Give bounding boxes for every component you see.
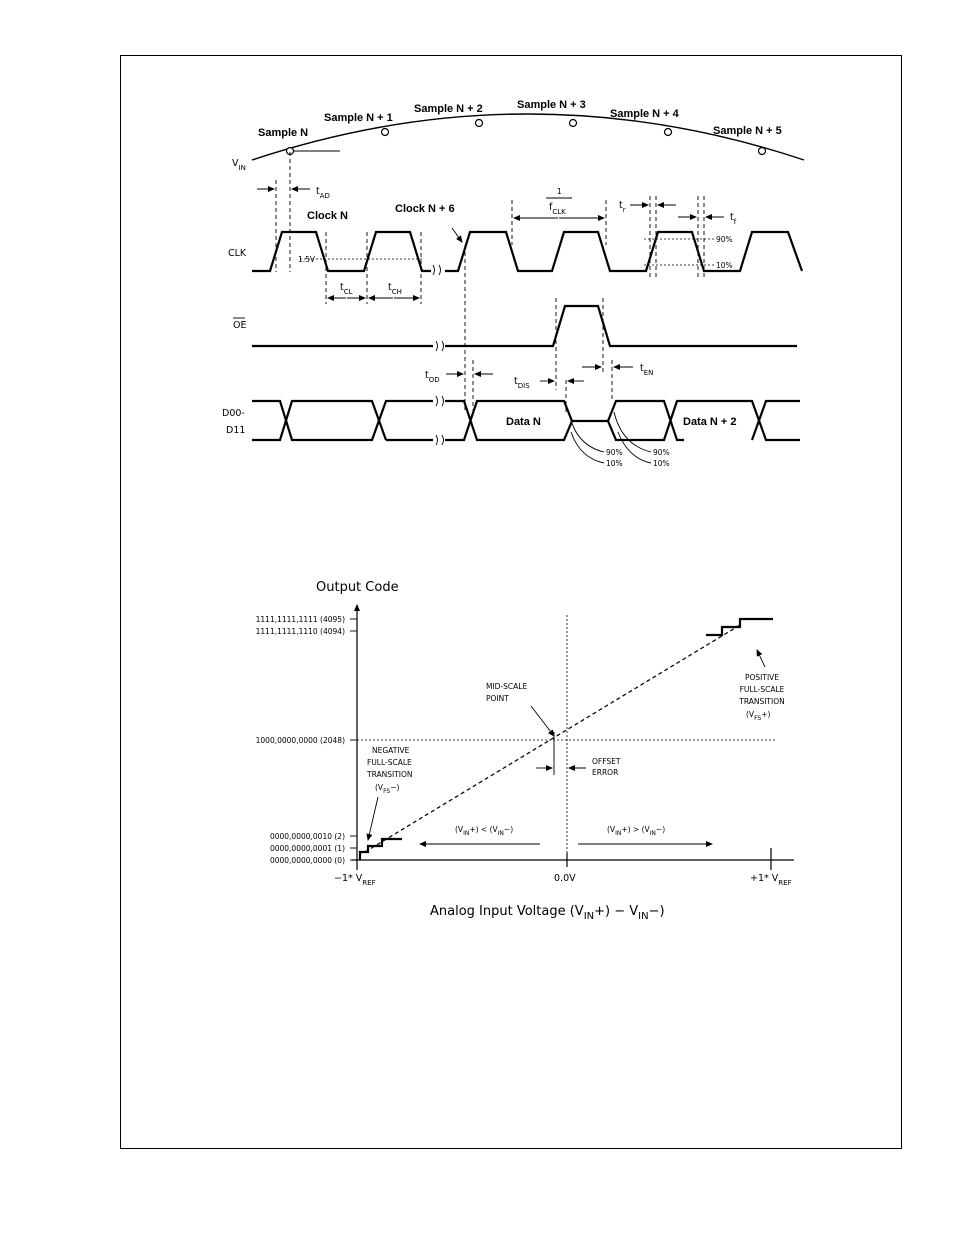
pct90-label: 90% (606, 448, 623, 457)
data-n2-label: Data N + 2 (683, 416, 737, 428)
code-label: 0000,0000,0000 (0) (269, 856, 345, 865)
period-numerator: 1 (557, 187, 562, 196)
callout-line (571, 432, 604, 463)
clock-n6-pointer (452, 228, 462, 242)
sample-point (476, 120, 483, 127)
oe-waveform (445, 306, 797, 346)
y-ticks (350, 619, 357, 860)
region-left-label: $(V_{IN}+) < (V_{IN}-)$ (455, 825, 514, 837)
region-right-label: $(V_{IN}+) > (V_{IN}-)$ (607, 825, 666, 837)
t-ch-label: $t_{CH}$ (388, 282, 402, 296)
mid-scale-label: MID-SCALE (486, 682, 528, 691)
sample-label: Sample N + 4 (610, 108, 679, 120)
pct90-label: 90% (716, 235, 733, 244)
transfer-line (365, 625, 740, 852)
clk-waveform (445, 232, 802, 271)
mid-scale-label: POINT (486, 694, 509, 703)
code-label: 1111,1111,1110 (4094) (255, 627, 345, 636)
clk-waveform (252, 232, 431, 271)
t-r-label: $t_r$ (619, 200, 626, 214)
x-mid-label: 0.0V (554, 873, 576, 884)
sample-label: Sample N + 1 (324, 112, 393, 124)
positive-label: TRANSITION (739, 697, 785, 706)
pct10-label: 10% (606, 459, 623, 468)
positive-label: FULL-SCALE (739, 685, 785, 694)
code-label: 0000,0000,0010 (2) (269, 832, 345, 841)
callout-line (614, 412, 651, 452)
negative-v-label: $(V_{FS}-)$ (375, 783, 400, 795)
y-axis-title: Output Code (316, 580, 399, 595)
timing-diagram (222, 99, 804, 468)
t-cl-label: $t_{CL}$ (340, 282, 353, 296)
sample-label: Sample N + 3 (517, 99, 586, 111)
t-dis-label: $t_{DIS}$ (514, 376, 530, 390)
mid-scale-arrow (531, 706, 554, 736)
negative-label: NEGATIVE (372, 746, 410, 755)
sample-point (759, 148, 766, 155)
x-left-label: −1* $V_{REF}$ (334, 873, 376, 887)
data-n-label: Data N (506, 416, 541, 428)
callout-line (569, 412, 604, 452)
code-label: 1111,1111,1111 (4095) (255, 615, 345, 624)
vin-label: $V_{IN}$ (232, 158, 246, 172)
positive-label: POSITIVE (744, 673, 780, 682)
code-label: 1000,0000,0000 (2048) (255, 736, 345, 745)
offset-label: ERROR (592, 768, 619, 777)
transfer-function-diagram (256, 580, 794, 922)
x-axis-title: Analog Input Voltage $(V_{IN}+) - V_{IN}-$) (430, 904, 665, 922)
d11-label: D11 (226, 425, 246, 436)
negative-label: FULL-SCALE (367, 758, 412, 767)
sample-label: Sample N (258, 127, 309, 139)
offset-label: OFFSET (592, 757, 621, 766)
clk-label: CLK (228, 248, 247, 259)
clock-n-label: Clock N (307, 210, 348, 222)
negative-arrow (368, 797, 378, 840)
t-od-label: $t_{OD}$ (425, 370, 440, 384)
callout-line (618, 432, 651, 463)
negative-label: TRANSITION (367, 770, 413, 779)
sample-points (287, 120, 766, 155)
pct90-label: 90% (653, 448, 670, 457)
staircase-low (360, 839, 402, 860)
break-marks (433, 265, 444, 445)
code-label: 0000,0000,0001 (1) (269, 844, 345, 853)
t-f-label: $t_f$ (730, 212, 737, 226)
t-ad-label: $t_{AD}$ (316, 186, 330, 200)
sample-label: Sample N + 5 (713, 125, 782, 137)
t-en-label: $t_{EN}$ (640, 363, 654, 377)
clock-n6-label: Clock N + 6 (395, 203, 455, 215)
positive-arrow (757, 650, 765, 667)
sample-point (382, 129, 389, 136)
sample-label: Sample N + 2 (414, 103, 483, 115)
positive-v-label: $(V_{FS}+)$ (746, 710, 771, 722)
staircase-high (706, 619, 773, 635)
sample-point (665, 129, 672, 136)
d00-label: D00- (222, 408, 245, 419)
period-label: $f_{CLK}$ (549, 202, 566, 216)
one-half-v-label: 1.5V (298, 255, 316, 264)
sample-point (570, 120, 577, 127)
pct10-label: 10% (653, 459, 670, 468)
x-right-label: +1* $V_{REF}$ (750, 873, 792, 887)
pct10-label: 10% (716, 261, 733, 270)
oe-label: OE (233, 320, 247, 331)
